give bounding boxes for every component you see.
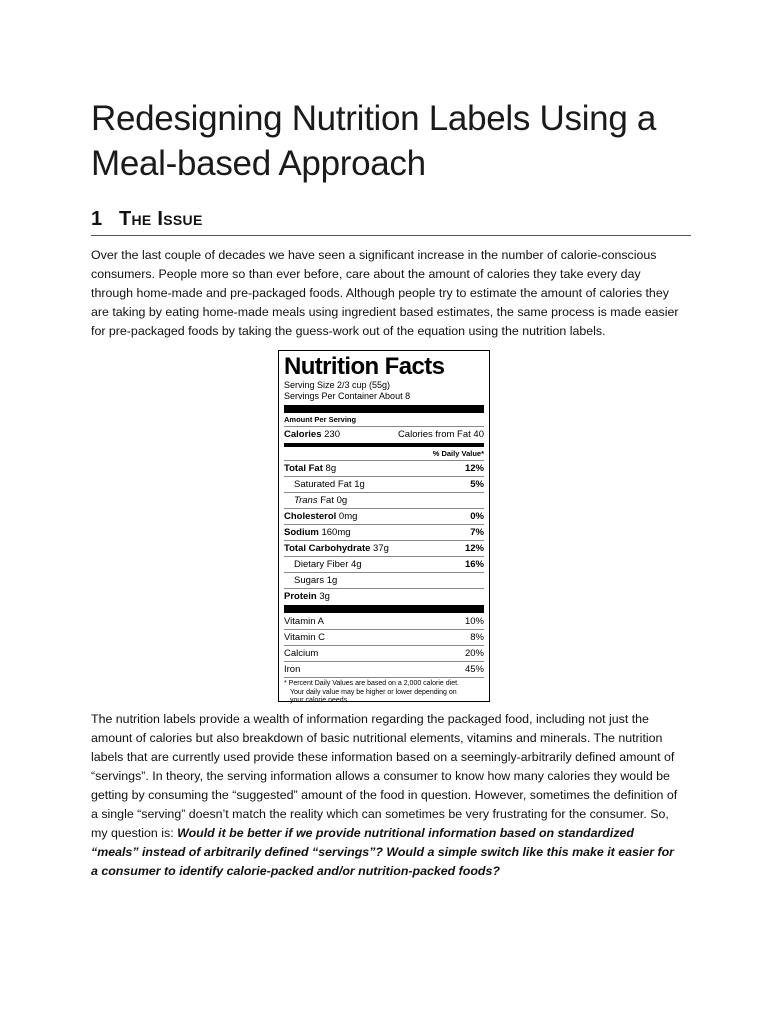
serving-size: Serving Size 2/3 cup (55g): [284, 380, 391, 390]
vitamin-dv: 8%: [470, 632, 484, 643]
nutrient-amount: 0mg: [338, 511, 358, 522]
nutrient-dv: 12%: [464, 543, 484, 554]
nutrient-name: Cholesterol: [284, 511, 337, 522]
nutrient-row: [284, 476, 484, 492]
footnote-line: * Percent Daily Values are based on a 2,000 calorie diet.: [284, 680, 459, 687]
thick-divider: [284, 605, 484, 613]
vitamin-dv: 45%: [464, 664, 484, 675]
nutrient-dv: 7%: [470, 527, 484, 538]
thick-divider: [284, 405, 484, 413]
daily-value-header: % Daily Value*: [432, 449, 484, 458]
nutrient-name: Sugars: [294, 575, 325, 586]
footnote-line: your calorie needs.: [290, 697, 350, 704]
vitamin-name: Vitamin A: [284, 616, 324, 627]
vitamin-row: [284, 645, 484, 661]
vitamin-dv: 20%: [464, 648, 484, 659]
nutrient-row: [284, 524, 484, 540]
nutrient-name: Trans: [294, 495, 318, 506]
vitamin-name: Iron: [284, 664, 301, 675]
vitamin-dv: 10%: [464, 616, 484, 627]
body-paragraph: [91, 710, 683, 881]
nutrient-amount: 1g: [326, 575, 338, 586]
section-number: 1: [91, 208, 103, 230]
calories-value: 230: [324, 429, 340, 440]
nutrient-name: Saturated Fat: [294, 479, 352, 490]
nutrient-row: [284, 556, 484, 572]
nutrient-amount: 160mg: [321, 527, 351, 538]
nutrient-row: [284, 460, 484, 476]
nutrient-row: [284, 572, 484, 588]
nutrient-dv: 12%: [464, 463, 484, 474]
nutrient-name: Total Fat: [284, 463, 323, 474]
calories-from-fat: Calories from Fat 40: [397, 429, 484, 440]
vitamin-row: [284, 661, 484, 677]
section-heading: [91, 205, 691, 236]
calories-label: Calories: [284, 429, 322, 440]
servings-per-container: Servings Per Container About 8: [284, 391, 411, 401]
document-title: Redesigning Nutrition Labels Using a Meal-based Approach: [91, 99, 657, 183]
nutrient-row: [284, 540, 484, 556]
nutrient-dv: 5%: [470, 479, 484, 490]
nutrient-name: Protein: [284, 591, 317, 602]
nutrient-amount: 3g: [319, 591, 330, 602]
nutrient-row: [284, 492, 484, 508]
vitamin-row: [284, 614, 484, 629]
vitamin-name: Vitamin C: [284, 632, 326, 643]
nutrient-row: [284, 508, 484, 524]
nutrient-amount: 8g: [325, 463, 337, 474]
nutrient-amount: 37g: [373, 543, 389, 554]
nutrient-row: [284, 588, 484, 604]
nutrition-facts-label: [278, 350, 490, 702]
nutrient-dv: 0%: [470, 511, 484, 522]
nutrient-name: Dietary Fiber: [294, 559, 349, 570]
nutrient-amount: Fat 0g: [320, 495, 348, 506]
nutrient-name: Sodium: [284, 527, 319, 538]
section-title: The Issue: [119, 208, 203, 230]
paragraph-text: The nutrition labels provide a wealth of information regarding the packaged food, including not just the amount of calories but also breakdown of basic nutritional elements, vitamins and minerals. The nutrition labels that are currently used provide these information based on a seemingly-arbitrarily defined amount of “servings”. In theory, the serving information allows a consumer to know how many calories they would be getting by consuming the “suggested” amount of the food in question. However, sometimes the definition of a single “serving” doesn’t match the reality which can sometimes be very frustrating for the consumer. So, my question is:: [91, 712, 678, 840]
calories-row: [284, 426, 484, 442]
research-question: Would it be better if we provide nutritional information based on standardized “meals” instead of arbitrarily defined “servings”? Would a simple switch like this make it easier for a consumer to identify calorie-packed and/or nutrition-packed foods?: [91, 826, 675, 878]
footnote-line: Your daily value may be higher or lower depending on: [290, 688, 457, 696]
label-title: Nutrition Facts: [284, 353, 445, 380]
label-footnote: [284, 677, 484, 706]
vitamin-row: [284, 629, 484, 645]
vitamin-name: Calcium: [284, 648, 319, 659]
nutrient-name: Total Carbohydrate: [284, 543, 371, 554]
nutrient-dv: 16%: [464, 559, 484, 570]
amount-per-serving: Amount Per Serving: [284, 415, 357, 424]
nutrient-amount: 1g: [354, 479, 365, 490]
nutrient-amount: 4g: [351, 559, 362, 570]
medium-divider: [284, 443, 484, 447]
intro-paragraph: Over the last couple of decades we have seen a significant increase in the number of calorie-conscious consumers. People more so than ever before, care about the amount of calories they take every day through home-made and pre-packaged foods. Although people try to estimate the amount of calories they are taking by eating home-made meals using ingredient based estimates, the same process is made easier for pre-packaged foods by taking the guess-work out of the equation using the nutrition labels.: [91, 248, 679, 338]
